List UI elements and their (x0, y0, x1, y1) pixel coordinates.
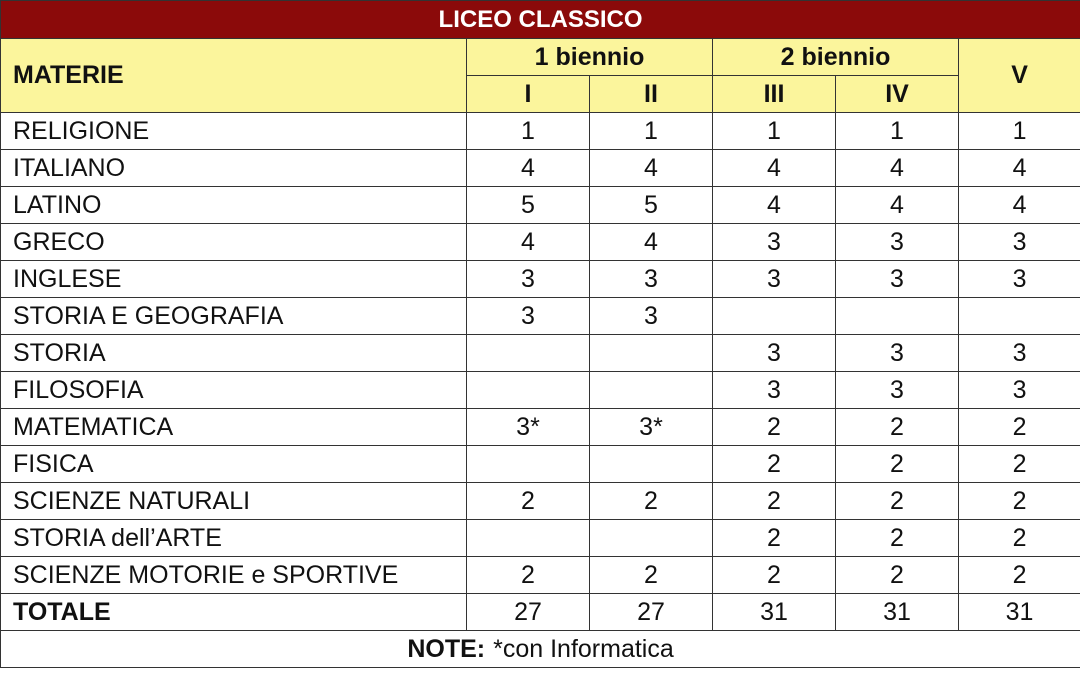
hours-cell: 2 (590, 557, 713, 594)
hours-cell: 2 (836, 520, 959, 557)
hours-cell: 4 (959, 150, 1080, 187)
table-title: LICEO CLASSICO (1, 1, 1080, 39)
hours-cell: 1 (959, 113, 1080, 150)
subject-name: GRECO (1, 224, 467, 261)
title-row (1, 1, 1080, 39)
subject-name: FISICA (1, 446, 467, 483)
hours-cell: 4 (836, 187, 959, 224)
subject-name: STORIA dell’ARTE (1, 520, 467, 557)
header-year-3: III (713, 76, 836, 113)
note-label: NOTE: (407, 634, 486, 663)
hours-cell: 5 (590, 187, 713, 224)
header-biennio-1: 1 biennio (467, 39, 713, 76)
hours-cell: 2 (959, 483, 1080, 520)
hours-cell (836, 298, 959, 335)
header-year-4: IV (836, 76, 959, 113)
hours-cell: 3 (467, 298, 590, 335)
hours-cell: 3 (959, 224, 1080, 261)
hours-cell (590, 335, 713, 372)
hours-cell: 2 (836, 446, 959, 483)
hours-cell: 2 (713, 409, 836, 446)
hours-cell: 2 (467, 557, 590, 594)
subject-name: INGLESE (1, 261, 467, 298)
hours-cell: 4 (713, 150, 836, 187)
table-row (1, 261, 1080, 298)
hours-cell: 3* (590, 409, 713, 446)
hours-cell: 1 (590, 113, 713, 150)
hours-cell (959, 298, 1080, 335)
hours-cell: 4 (590, 150, 713, 187)
hours-cell: 4 (713, 187, 836, 224)
total-cell: 31 (713, 594, 836, 631)
subject-name: SCIENZE NATURALI (1, 483, 467, 520)
subject-name: ITALIANO (1, 150, 467, 187)
hours-cell: 3 (590, 298, 713, 335)
note-text: *con Informatica (493, 634, 674, 663)
header-year-1: I (467, 76, 590, 113)
hours-cell: 3 (959, 261, 1080, 298)
subject-name: STORIA E GEOGRAFIA (1, 298, 467, 335)
total-row (1, 594, 1080, 631)
hours-cell (590, 446, 713, 483)
hours-cell (467, 335, 590, 372)
hours-cell: 2 (959, 446, 1080, 483)
hours-cell: 2 (959, 409, 1080, 446)
subject-name: LATINO (1, 187, 467, 224)
hours-cell: 3 (836, 335, 959, 372)
hours-cell: 3 (713, 335, 836, 372)
total-label: TOTALE (1, 594, 467, 631)
hours-cell: 4 (467, 224, 590, 261)
hours-cell (713, 298, 836, 335)
header-quinto: V (959, 39, 1080, 113)
total-cell: 27 (467, 594, 590, 631)
subject-name: RELIGIONE (1, 113, 467, 150)
subject-name: SCIENZE MOTORIE e SPORTIVE (1, 557, 467, 594)
table-row (1, 409, 1080, 446)
hours-cell: 2 (959, 557, 1080, 594)
hours-cell: 3 (713, 372, 836, 409)
hours-cell: 1 (467, 113, 590, 150)
table-row (1, 298, 1080, 335)
hours-cell: 3 (836, 372, 959, 409)
hours-cell (467, 446, 590, 483)
total-cell: 31 (959, 594, 1080, 631)
hours-cell (467, 520, 590, 557)
hours-cell: 3* (467, 409, 590, 446)
hours-cell: 2 (836, 483, 959, 520)
table-row (1, 335, 1080, 372)
table-row (1, 150, 1080, 187)
total-cell: 27 (590, 594, 713, 631)
hours-cell: 3 (590, 261, 713, 298)
hours-cell: 3 (467, 261, 590, 298)
table-row (1, 483, 1080, 520)
hours-cell: 2 (836, 557, 959, 594)
hours-cell: 3 (713, 261, 836, 298)
hours-cell: 2 (713, 520, 836, 557)
hours-cell: 3 (959, 372, 1080, 409)
hours-cell: 4 (467, 150, 590, 187)
header-materie: MATERIE (1, 39, 467, 113)
hours-cell: 3 (959, 335, 1080, 372)
hours-cell (590, 520, 713, 557)
table-row (1, 224, 1080, 261)
hours-cell: 3 (713, 224, 836, 261)
note-cell (1, 631, 1080, 668)
hours-cell: 2 (713, 557, 836, 594)
hours-cell: 4 (836, 150, 959, 187)
table-row (1, 113, 1080, 150)
subject-name: FILOSOFIA (1, 372, 467, 409)
hours-cell: 4 (959, 187, 1080, 224)
hours-cell: 3 (836, 261, 959, 298)
hours-cell: 2 (590, 483, 713, 520)
hours-cell: 5 (467, 187, 590, 224)
note-row (1, 631, 1080, 668)
header-year-2: II (590, 76, 713, 113)
hours-cell: 1 (713, 113, 836, 150)
subject-name: MATEMATICA (1, 409, 467, 446)
hours-cell: 2 (713, 446, 836, 483)
subject-name: STORIA (1, 335, 467, 372)
table-row (1, 372, 1080, 409)
hours-cell (467, 372, 590, 409)
table-row (1, 187, 1080, 224)
total-cell: 31 (836, 594, 959, 631)
hours-cell: 2 (467, 483, 590, 520)
hours-cell: 2 (836, 409, 959, 446)
hours-cell: 2 (713, 483, 836, 520)
table-row (1, 557, 1080, 594)
hours-cell: 1 (836, 113, 959, 150)
hours-cell: 3 (836, 224, 959, 261)
table-row (1, 446, 1080, 483)
table-row (1, 520, 1080, 557)
hours-cell: 4 (590, 224, 713, 261)
hours-cell (590, 372, 713, 409)
hours-cell: 2 (959, 520, 1080, 557)
header-row-1 (1, 39, 1080, 76)
header-biennio-2: 2 biennio (713, 39, 959, 76)
